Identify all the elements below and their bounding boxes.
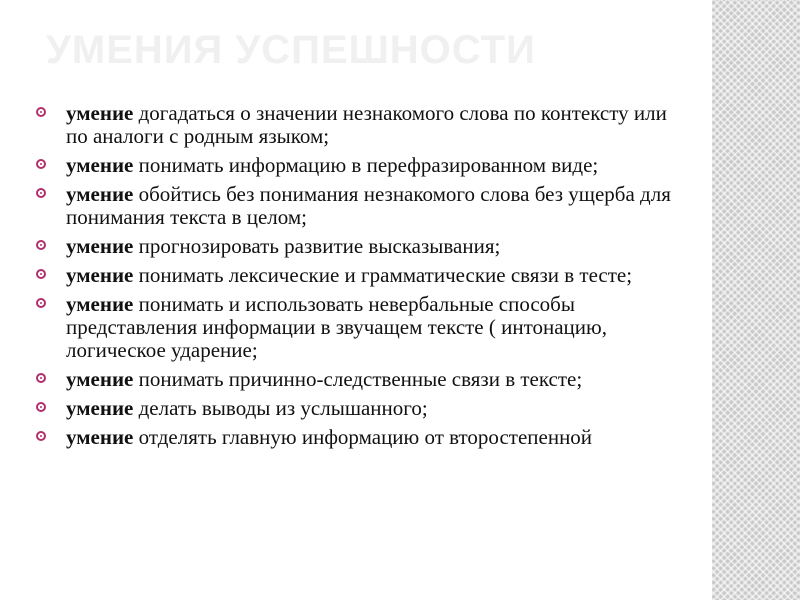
list-item	[36, 264, 684, 287]
item-text: отделять главную информацию от второстепенной	[133, 425, 593, 449]
ring-bullet-icon	[36, 107, 46, 117]
list-item	[36, 235, 684, 258]
ring-bullet-icon	[36, 269, 46, 279]
ring-bullet-icon	[36, 240, 46, 250]
ring-bullet-icon	[36, 402, 46, 412]
item-text: понимать лексические и грамматические связи в тесте;	[133, 263, 633, 287]
list-item	[36, 397, 684, 420]
item-text: понимать причинно-следственные связи в тексте;	[133, 367, 583, 391]
bullet-list	[36, 102, 684, 455]
ring-bullet-icon	[36, 431, 46, 441]
item-lead: умение	[66, 292, 134, 316]
slide-title: УМЕНИЯ УСПЕШНОСТИ	[46, 28, 536, 72]
item-lead: умение	[66, 101, 134, 125]
list-item	[36, 293, 684, 362]
list-item	[36, 102, 684, 148]
item-text: понимать информацию в перефразированном виде;	[133, 153, 599, 177]
item-text: понимать и использовать невербальные способы представления информации в звучащем тексте ( интонацию, логическое ударение;	[66, 292, 607, 362]
item-lead: умение	[66, 425, 134, 449]
ring-bullet-icon	[36, 159, 46, 169]
list-item	[36, 183, 684, 229]
item-lead: умение	[66, 234, 134, 258]
item-text: прогнозировать развитие высказывания;	[133, 234, 501, 258]
item-lead: умение	[66, 367, 134, 391]
list-item	[36, 368, 684, 391]
item-lead: умение	[66, 182, 134, 206]
list-item	[36, 154, 684, 177]
ring-bullet-icon	[36, 298, 46, 308]
item-lead: умение	[66, 396, 134, 420]
item-text: догадаться о значении незнакомого слова по контексту или по аналоги с родным языком;	[66, 101, 667, 148]
ring-bullet-icon	[36, 373, 46, 383]
item-lead: умение	[66, 263, 134, 287]
item-text: обойтись без понимания незнакомого слова без ущерба для понимания текста в целом;	[66, 182, 671, 229]
list-item	[36, 426, 684, 449]
decorative-side-stripe	[712, 0, 800, 600]
ring-bullet-icon	[36, 188, 46, 198]
item-lead: умение	[66, 153, 134, 177]
item-text: делать выводы из услышанного;	[133, 396, 428, 420]
